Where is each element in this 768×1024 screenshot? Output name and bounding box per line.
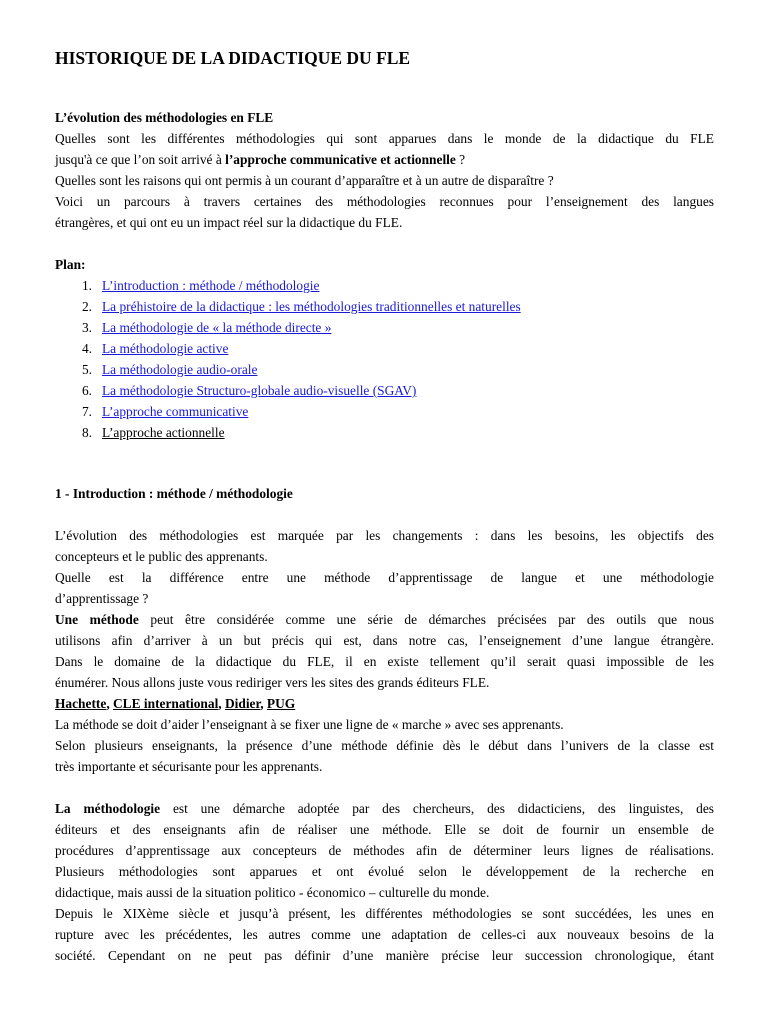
- plan-item-2: [55, 296, 714, 317]
- paragraph-line: Quelle est la différence entre une méthode d’apprentissage de langue et une méthodologie: [55, 570, 714, 585]
- plan-item-6: [55, 380, 714, 401]
- publisher-link-hachette[interactable]: Hachette: [55, 696, 107, 711]
- plan-link-approche-actionnelle[interactable]: L’approche actionnelle: [102, 425, 225, 440]
- intro-question-1: [55, 128, 714, 149]
- spacer: [55, 777, 714, 798]
- text: jusqu'à ce que l’on soit arrivé à: [55, 152, 226, 167]
- plan-link-approche-communicative[interactable]: L’approche communicative: [102, 404, 249, 419]
- intro-paragraph-cont: étrangères, et qui ont eu un impact réel sur la didactique du FLE.: [55, 215, 403, 230]
- plan-item-3: [55, 317, 714, 338]
- plan-link-audio-orale[interactable]: La méthodologie audio-orale: [102, 362, 258, 377]
- plan-item-number: 6.: [81, 383, 92, 398]
- plan-label-block: [55, 254, 714, 275]
- plan-list: [55, 275, 714, 443]
- paragraph-line: utilisons afin d’arriver à un but précis qui est, dans notre cas, l’enseignement d’une langue étrangère.: [55, 633, 714, 648]
- paragraph-line: éditeurs et des enseignants afin de réaliser une méthode. Elle se doit de fournir un ensemble de: [55, 822, 714, 837]
- intro-subtitle: L’évolution des méthodologies en FLE: [55, 110, 274, 125]
- paragraph-line: société. Cependant on ne peut pas définir d’une manière précise leur succession chronologique, étant: [55, 948, 714, 963]
- document-title: HISTORIQUE DE LA DIDACTIQUE DU FLE: [55, 48, 411, 68]
- paragraph-line: rupture avec les précédentes, les autres comme une adaptation de celles-ci aux nouveaux besoins de la: [55, 927, 714, 942]
- text: est une démarche adoptée par des chercheurs, des didacticiens, des linguistes, des: [160, 801, 714, 816]
- paragraph-line: Depuis le XIXème siècle et jusqu’à présent, les différentes méthodologies se sont succédées, les unes en: [55, 906, 714, 921]
- intro-section: [55, 107, 714, 233]
- plan-link-methode-directe[interactable]: La méthodologie de « la méthode directe »: [102, 320, 332, 335]
- plan-link-introduction[interactable]: L’introduction : méthode / méthodologie: [102, 278, 320, 293]
- paragraph-line: Dans le domaine de la didactique du FLE, il en existe tellement qu’il serait quasi impossible de les: [55, 654, 714, 669]
- paragraph-line: énumérer. Nous allons juste vous rediriger vers les sites des grands éditeurs FLE.: [55, 675, 490, 690]
- term-methode: Une méthode: [55, 612, 139, 627]
- plan-item-number: 7.: [81, 404, 92, 419]
- paragraph-line: procédures d’apprentissage aux concepteurs de méthodes afin de déterminer leurs lignes de réalisations.: [55, 843, 714, 858]
- plan-item-number: 5.: [81, 362, 92, 377]
- paragraph-line: La méthode se doit d’aider l’enseignant à se fixer une ligne de « marche » avec ses apprenants.: [55, 717, 564, 732]
- plan-label: Plan:: [55, 257, 86, 272]
- plan-item-number: 8.: [81, 425, 92, 440]
- plan-item-number: 1.: [81, 278, 92, 293]
- plan-item-8: [55, 422, 714, 443]
- plan-link-methodologie-active[interactable]: La méthodologie active: [102, 341, 229, 356]
- paragraph-line: [55, 798, 714, 819]
- plan-item-1: [55, 275, 714, 296]
- plan-link-sgav[interactable]: La méthodologie Structuro-globale audio-visuelle (SGAV): [102, 383, 417, 398]
- paragraph-line: didactique, mais aussi de la situation politico - économico – culturelle du monde.: [55, 885, 490, 900]
- plan-item-number: 2.: [81, 299, 92, 314]
- paragraph-line: concepteurs et le public des apprenants.: [55, 549, 268, 564]
- term-methodologie: La méthodologie: [55, 801, 161, 816]
- paragraph-line: très importante et sécurisante pour les apprenants.: [55, 759, 323, 774]
- paragraph-line: Selon plusieurs enseignants, la présence d’une méthode définie dès le début dans l’univers de la classe est: [55, 738, 714, 753]
- plan-item-7: [55, 401, 714, 422]
- text: peut être considérée comme une série de démarches précisées par des outils que nous: [138, 612, 714, 627]
- plan-item-number: 3.: [81, 320, 92, 335]
- intro-question-1-cont: [55, 149, 714, 170]
- plan-item-5: [55, 359, 714, 380]
- intro-question-2: Quelles sont les raisons qui ont permis à un courant d’apparaître et à un autre de disparaître ?: [55, 173, 554, 188]
- plan-item-4: [55, 338, 714, 359]
- paragraph-line: [55, 609, 714, 630]
- publisher-link-cle[interactable]: CLE international: [113, 696, 219, 711]
- publisher-link-didier[interactable]: Didier: [225, 696, 261, 711]
- intro-paragraph: Voici un parcours à travers certaines des méthodologies reconnues pour l’enseignement des langues: [55, 194, 714, 209]
- paragraph-line: d’apprentissage ?: [55, 591, 149, 606]
- text: Quelles sont les différentes méthodologies qui sont apparues dans le monde de la didactique du FLE: [55, 131, 714, 146]
- paragraph-line: Plusieurs méthodologies sont apparues et ont évolué selon le développement de la recherche en: [55, 864, 714, 879]
- section-1: [55, 483, 714, 966]
- plan-item-number: 4.: [81, 341, 92, 356]
- paragraph-line: L’évolution des méthodologies est marquée par les changements : dans les besoins, les objectifs des: [55, 528, 714, 543]
- plan-link-prehistoire[interactable]: La préhistoire de la didactique : les méthodologies traditionnelles et naturelles: [102, 299, 521, 314]
- publisher-links: Hachette, CLE international, Didier, PUG: [55, 696, 296, 711]
- section-1-heading: 1 - Introduction : méthode / méthodologie: [55, 486, 293, 501]
- approach-emphasis: l’approche communicative et actionnelle: [225, 152, 456, 167]
- publisher-link-pug[interactable]: PUG: [266, 696, 296, 711]
- spacer: [55, 504, 714, 525]
- text: ?: [455, 152, 466, 167]
